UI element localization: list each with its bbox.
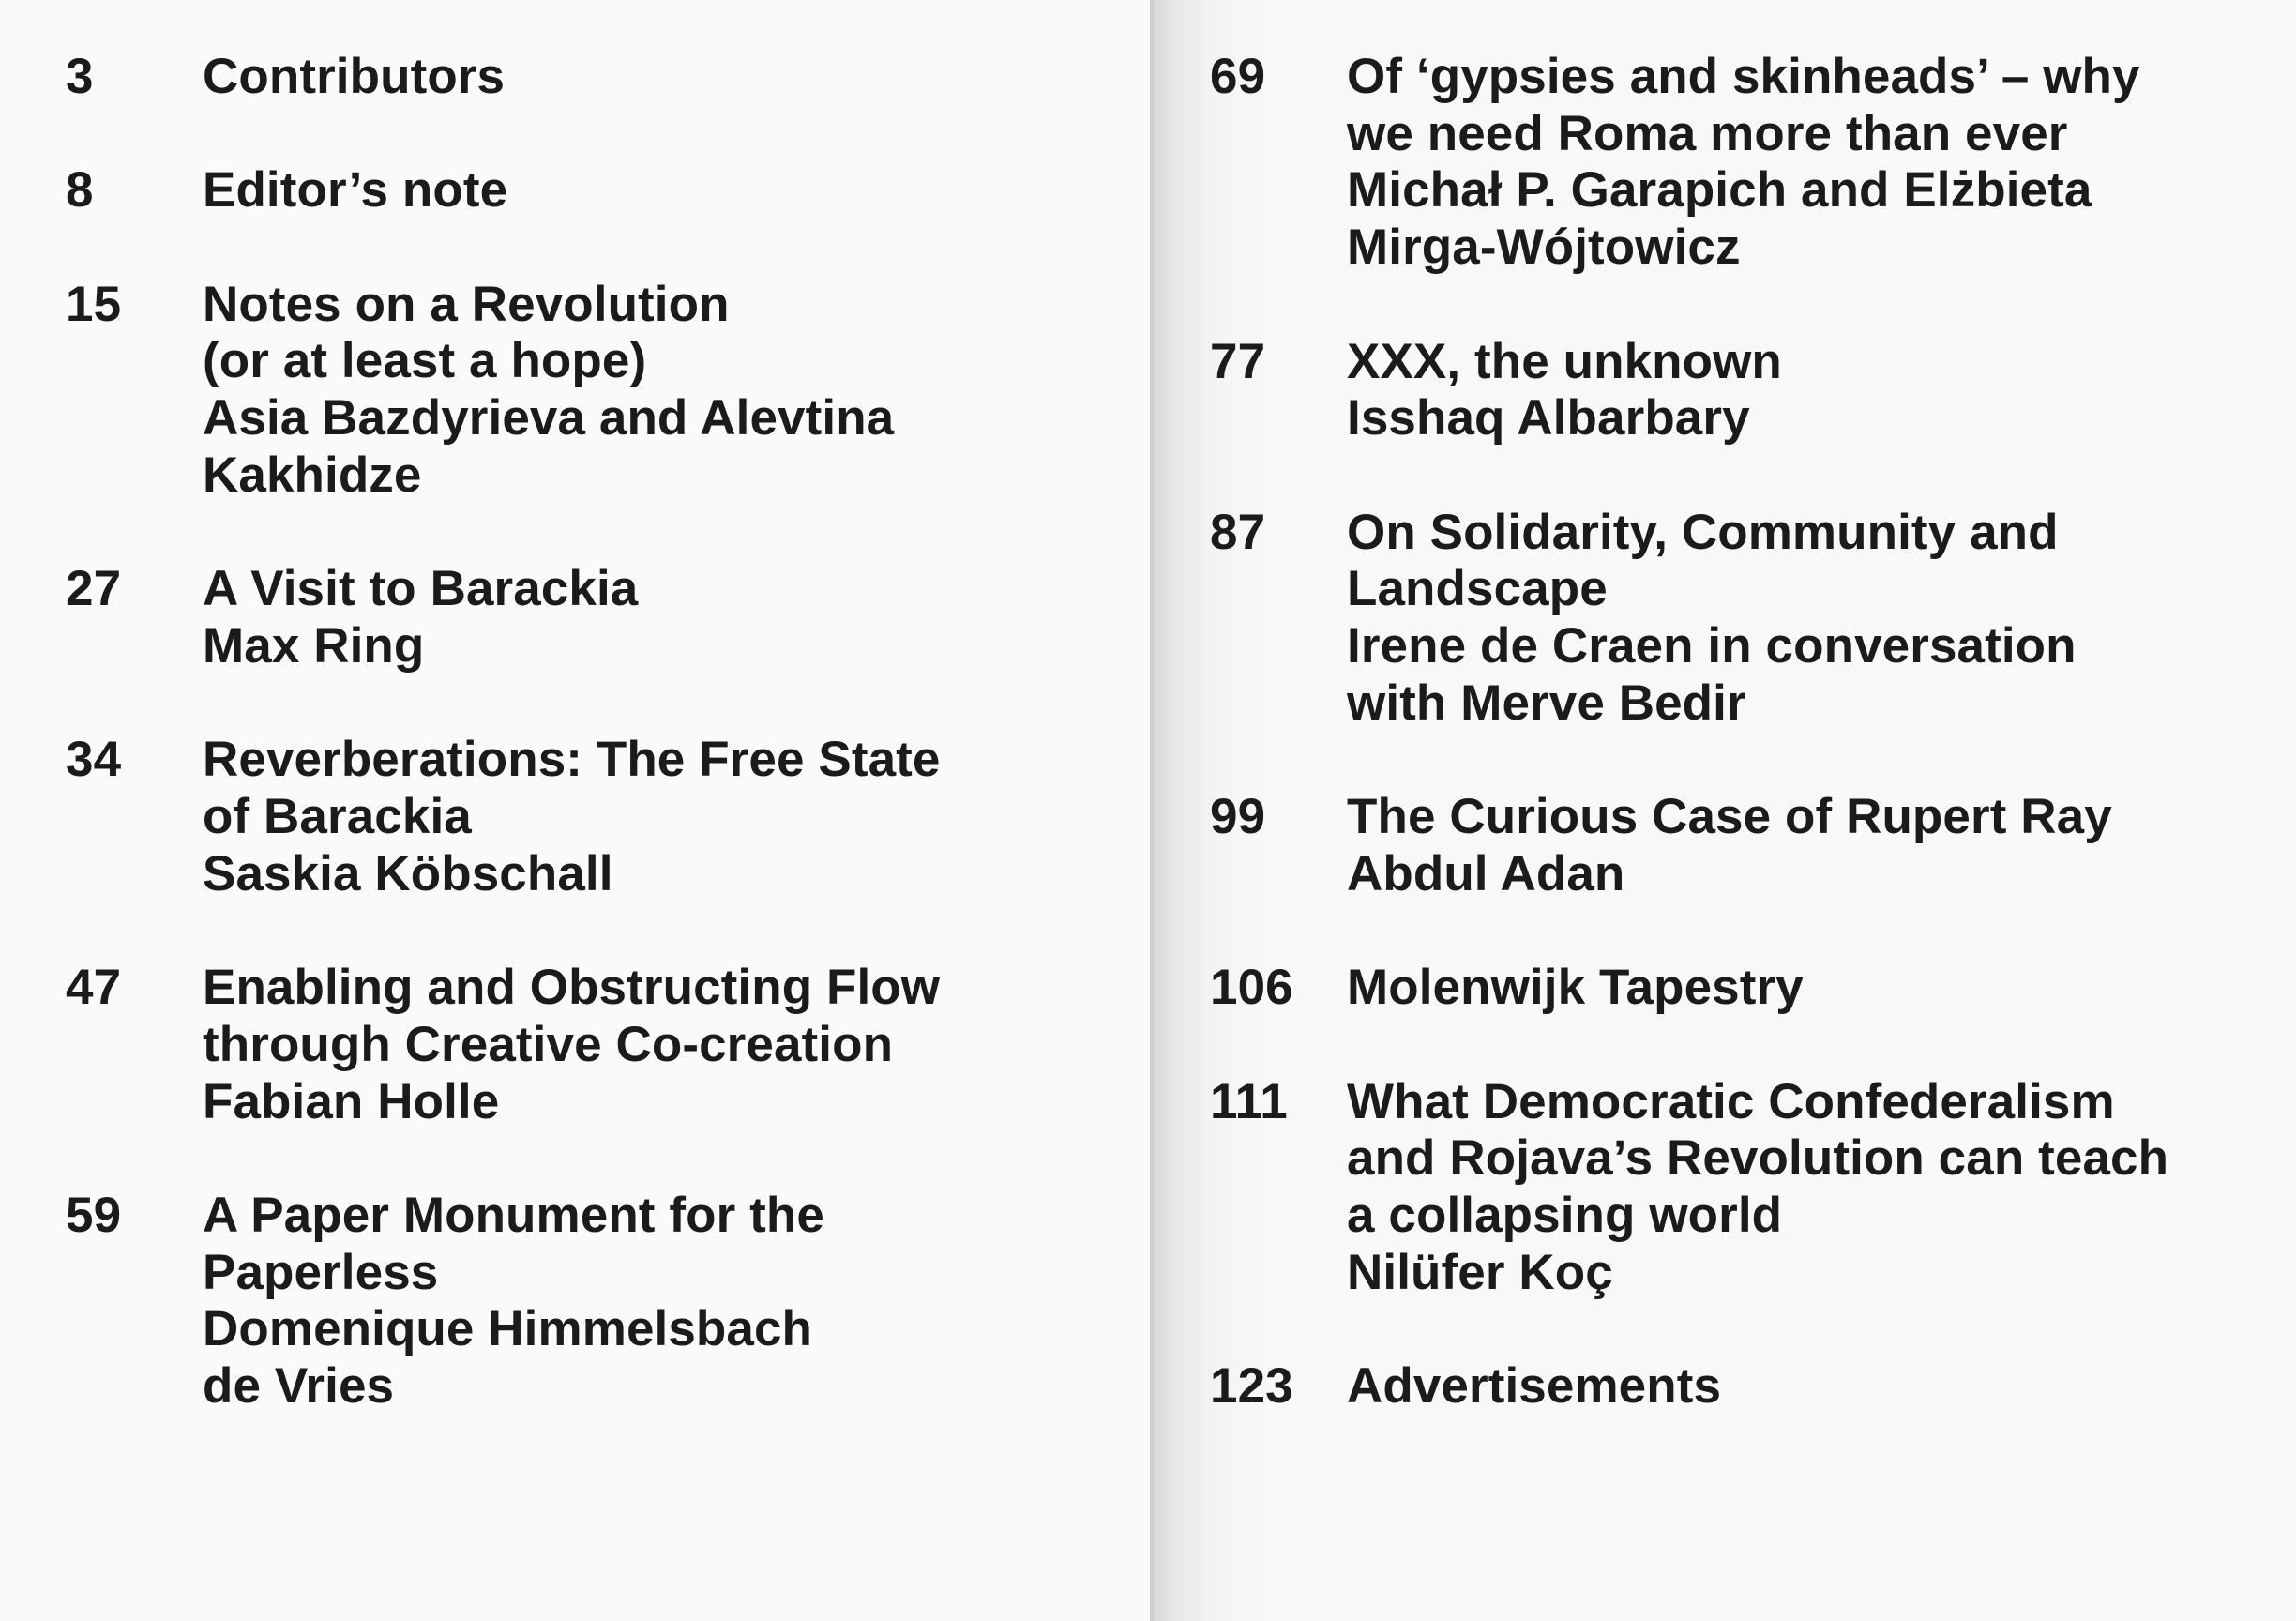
toc-entry: [1210, 789, 2270, 902]
page-number: 99: [1210, 789, 1266, 845]
entry-title: [203, 561, 1116, 674]
table-of-contents-left: [66, 49, 1116, 1472]
entry-line: and Rojava’s Revolution can teach: [1347, 1130, 2169, 1187]
toc-entry: [1210, 1074, 2270, 1302]
entry-line: Editor’s note: [203, 162, 508, 219]
entry-line: A Paper Monument for the: [203, 1187, 824, 1243]
entry-line: a collapsing world: [1347, 1187, 1783, 1243]
page-number: 87: [1210, 504, 1266, 560]
entry-line: What Democratic Confederalism: [1347, 1073, 2115, 1129]
entry-author: Michał P. Garapich and Elżbieta: [1347, 162, 2092, 219]
toc-entry: [66, 162, 1116, 220]
entry-author: Max Ring: [203, 617, 425, 674]
entry-author: with Merve Bedir: [1347, 674, 1746, 731]
entry-author: de Vries: [203, 1358, 395, 1415]
toc-entry: [1210, 49, 2270, 277]
entry-line: of Barackia: [203, 789, 472, 845]
page-number: 15: [66, 276, 122, 332]
page-number: 69: [1210, 49, 1266, 104]
toc-entry: [66, 732, 1116, 902]
page-number: 3: [66, 49, 94, 104]
entry-title: [1347, 505, 2270, 733]
page-number: 59: [66, 1187, 122, 1243]
entry-title: [203, 960, 1116, 1130]
entry-author: Mirga-Wójtowicz: [1347, 220, 1741, 276]
entry-line: Paperless: [203, 1244, 439, 1300]
table-of-contents-right: [1210, 49, 2270, 1472]
entry-line: Of ‘gypsies and skinheads’ – why: [1347, 49, 2140, 104]
entry-title: [203, 277, 1116, 505]
entry-title: [1347, 789, 2270, 902]
toc-entry: [66, 1188, 1116, 1416]
entry-author: Irene de Craen in conversation: [1347, 618, 2077, 674]
entry-line: Reverberations: The Free State: [203, 732, 941, 788]
toc-entry: [66, 960, 1116, 1130]
entry-line: Notes on a Revolution: [203, 276, 730, 332]
toc-entry: [66, 277, 1116, 505]
toc-entry: [1210, 960, 2270, 1017]
entry-author: Domenique Himmelsbach: [203, 1301, 813, 1357]
entry-line: Contributors: [203, 49, 506, 104]
page-number: 77: [1210, 333, 1266, 389]
page-number: 111: [1210, 1073, 1288, 1129]
entry-author: Abdul Adan: [1347, 845, 1625, 901]
entry-line: The Curious Case of Rupert Ray: [1347, 789, 2112, 845]
entry-line: we need Roma more than ever: [1347, 105, 2068, 161]
entry-line: (or at least a hope): [203, 333, 647, 389]
entry-title: [1347, 1074, 2270, 1302]
toc-entry: [1210, 1358, 2270, 1416]
entry-line: A Visit to Barackia: [203, 561, 639, 617]
entry-author: Fabian Holle: [203, 1073, 500, 1129]
entry-line: Advertisements: [1347, 1358, 1722, 1415]
page-number: 27: [66, 561, 122, 617]
entry-author: Nilüfer Koç: [1347, 1244, 1613, 1300]
entry-line: Landscape: [1347, 561, 1608, 617]
page-number: 47: [66, 960, 122, 1016]
toc-entry: [1210, 334, 2270, 447]
page-number: 8: [66, 162, 94, 219]
entry-title: [1347, 334, 2270, 447]
right-page: [1150, 0, 2296, 1621]
entry-line: Enabling and Obstructing Flow: [203, 960, 941, 1016]
page-number: 34: [66, 732, 122, 788]
entry-title: [1347, 960, 2270, 1017]
entry-line: On Solidarity, Community and: [1347, 504, 2059, 560]
page-number: 106: [1210, 960, 1293, 1016]
entry-line: through Creative Co-creation: [203, 1016, 894, 1072]
entry-author: Saskia Köbschall: [203, 845, 613, 901]
entry-line: XXX, the unknown: [1347, 333, 1782, 389]
entry-line: Molenwijk Tapestry: [1347, 960, 1804, 1016]
entry-author: Isshaq Albarbary: [1347, 390, 1750, 447]
entry-title: [1347, 1358, 2270, 1416]
entry-title: [203, 49, 1116, 106]
toc-entry: [1210, 505, 2270, 733]
entry-title: [203, 732, 1116, 902]
entry-author: Kakhidze: [203, 447, 422, 503]
page-number: 123: [1210, 1358, 1293, 1415]
toc-entry: [66, 561, 1116, 674]
entry-title: [203, 162, 1116, 220]
entry-author: Asia Bazdyrieva and Alevtina: [203, 390, 895, 447]
entry-title: [1347, 49, 2270, 277]
toc-entry: [66, 49, 1116, 106]
entry-title: [203, 1188, 1116, 1416]
